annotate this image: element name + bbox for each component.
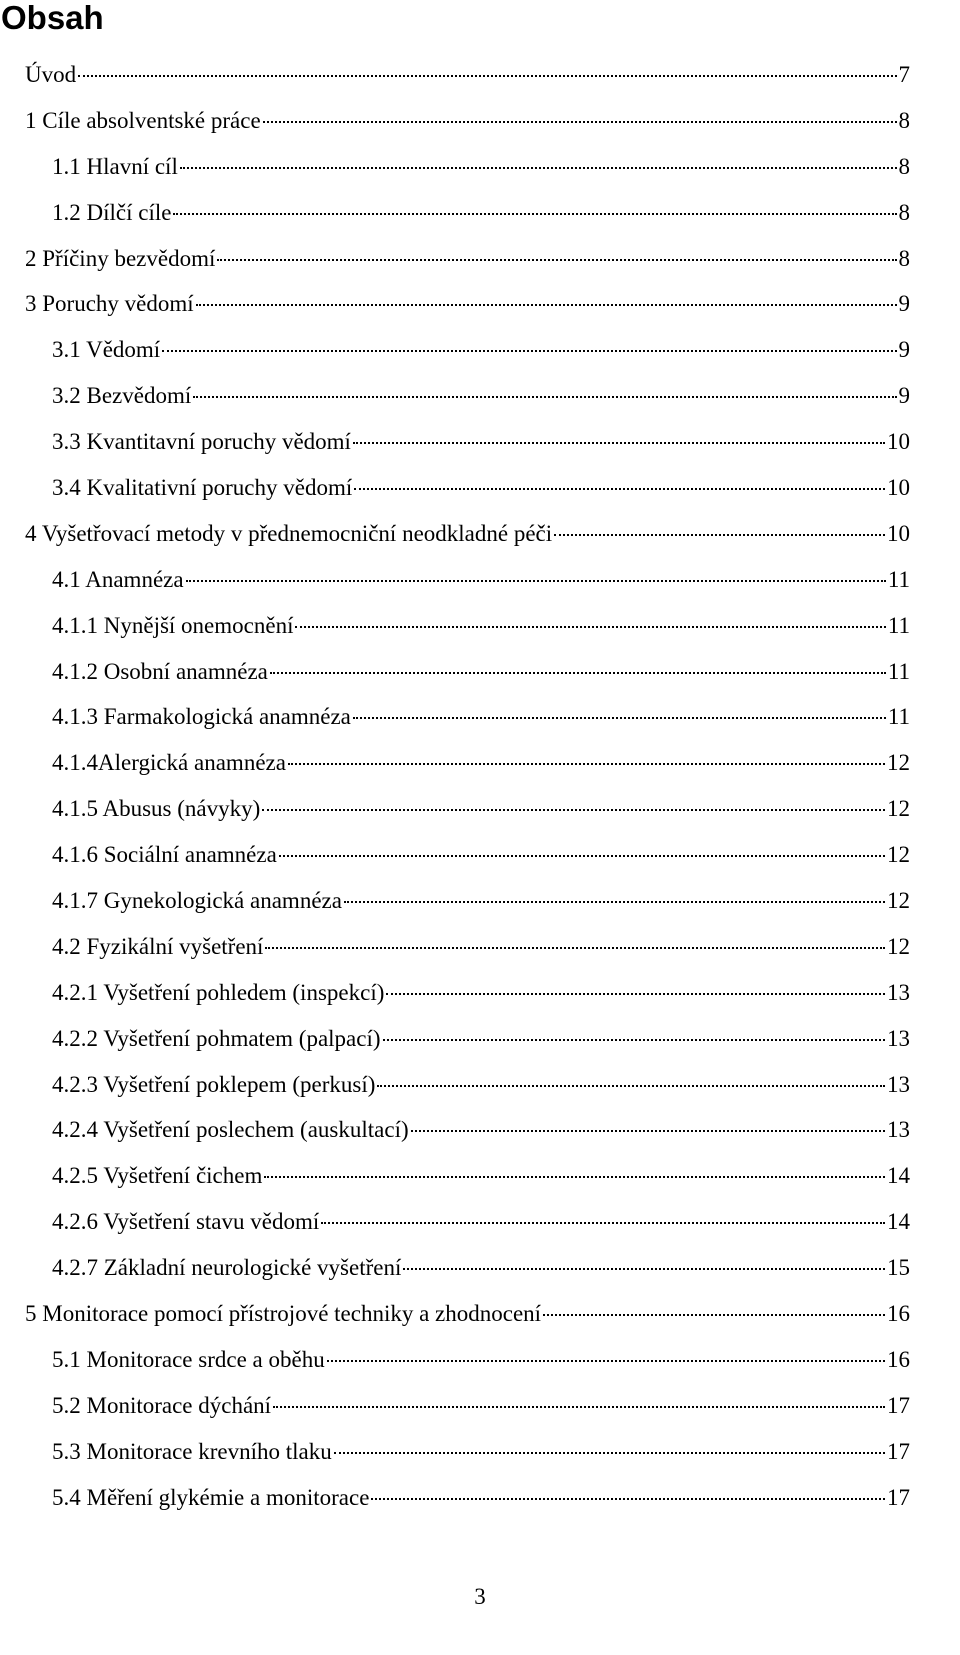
toc-entry-title: Úvod — [25, 62, 77, 87]
toc-entry-title: 4.2.7 Základní neurologické vyšetření — [52, 1255, 402, 1281]
dot-leader — [334, 1452, 885, 1454]
toc-entry[interactable] — [25, 1016, 910, 1062]
toc-entry-title: 4.2 Fyzikální vyšetření — [52, 933, 264, 959]
toc-entry[interactable] — [25, 190, 910, 236]
toc-entry-title: 1.1 Hlavní cíl — [52, 153, 178, 179]
toc-entry[interactable] — [25, 465, 910, 511]
toc-entry-title: 4.1.5 Abusus (návyky) — [52, 796, 261, 822]
dot-leader — [270, 672, 886, 674]
dot-leader — [295, 626, 885, 628]
toc-entry[interactable] — [25, 557, 910, 603]
toc-entry-page: 17 — [887, 1484, 910, 1510]
dot-leader — [196, 304, 897, 306]
dot-leader — [173, 213, 896, 215]
toc-entry-page: 9 — [898, 337, 910, 363]
toc-entry[interactable] — [25, 1383, 910, 1429]
toc-entry-title: 1 Cíle absolventské práce — [25, 107, 261, 133]
toc-heading: Obsah — [1, 0, 104, 36]
toc-entry-title: 3.2 Bezvědomí — [52, 383, 192, 409]
toc-entry-page: 8 — [898, 199, 910, 225]
dot-leader — [193, 396, 896, 398]
toc-entry-title: 5.2 Monitorace dýchání — [52, 1392, 272, 1418]
toc-entry-title: 4.2.4 Vyšetření poslechem (auskultací) — [52, 1117, 409, 1143]
toc-entry-page: 8 — [898, 107, 910, 133]
toc-entry[interactable] — [25, 970, 910, 1016]
toc-entry-title: 4.1.6 Sociální anamnéza — [52, 842, 277, 868]
toc-entry-page: 11 — [887, 658, 910, 684]
toc-entry-page: 12 — [887, 796, 910, 822]
toc-entry-title: 5 Monitorace pomocí přístrojové techniky a zhodnocení — [25, 1301, 542, 1327]
toc-entry[interactable] — [25, 419, 910, 465]
toc-entry[interactable] — [25, 52, 910, 98]
toc-entry-title: 4.2.6 Vyšetření stavu vědomí — [52, 1209, 320, 1235]
toc-entry[interactable] — [25, 649, 910, 695]
toc-entry-page: 7 — [898, 62, 910, 87]
toc-entry[interactable] — [25, 1245, 910, 1291]
toc-entry-page: 17 — [887, 1438, 910, 1464]
toc-entry-title: 4.1 Anamnéza — [52, 566, 184, 592]
toc-entry-title: 5.1 Monitorace srdce a oběhu — [52, 1346, 325, 1372]
toc-entry-title: 4.1.1 Nynější onemocnění — [52, 612, 294, 638]
toc-entry-page: 12 — [887, 888, 910, 914]
dot-leader — [263, 121, 897, 123]
toc-entry[interactable] — [25, 1475, 910, 1521]
dot-leader — [354, 488, 885, 490]
dot-leader — [377, 1085, 885, 1087]
toc-entry-page: 11 — [887, 612, 910, 638]
dot-leader — [217, 259, 896, 261]
toc-entry-page: 13 — [887, 979, 910, 1005]
toc-entry-title: 4.1.7 Gynekologická anamnéza — [52, 888, 342, 914]
table-of-contents — [25, 52, 910, 1521]
toc-entry-title: 4.2.3 Vyšetření poklepem (perkusí) — [52, 1071, 376, 1097]
toc-entry[interactable] — [25, 1429, 910, 1475]
toc-entry[interactable] — [25, 603, 910, 649]
toc-entry-page: 16 — [887, 1346, 910, 1372]
toc-entry-title: 1.2 Dílčí cíle — [52, 199, 172, 225]
toc-entry[interactable] — [25, 878, 910, 924]
dot-leader — [186, 580, 886, 582]
toc-entry-title: 4.2.1 Vyšetření pohledem (inspekcí) — [52, 979, 385, 1005]
toc-entry-page: 10 — [887, 429, 910, 455]
toc-entry-page: 16 — [887, 1301, 910, 1327]
toc-entry-page: 11 — [887, 704, 910, 730]
dot-leader — [386, 993, 885, 995]
toc-entry[interactable] — [25, 281, 910, 327]
dot-leader — [162, 350, 896, 352]
dot-leader — [543, 1314, 885, 1316]
toc-entry-page: 13 — [887, 1117, 910, 1143]
toc-entry-page: 12 — [887, 750, 910, 776]
toc-entry[interactable] — [25, 98, 910, 144]
toc-entry-title: 3.1 Vědomí — [52, 337, 161, 363]
toc-entry-page: 9 — [898, 383, 910, 409]
toc-entry[interactable] — [25, 1062, 910, 1108]
toc-entry[interactable] — [25, 786, 910, 832]
dot-leader — [554, 534, 885, 536]
toc-entry-page: 10 — [887, 475, 910, 501]
dot-leader — [78, 75, 896, 77]
dot-leader — [371, 1498, 885, 1500]
toc-entry[interactable] — [25, 924, 910, 970]
toc-entry-title: 4.2.5 Vyšetření čichem — [52, 1163, 263, 1189]
toc-entry-title: 5.3 Monitorace krevního tlaku — [52, 1438, 332, 1464]
toc-entry-page: 15 — [887, 1255, 910, 1281]
dot-leader — [383, 1039, 885, 1041]
dot-leader — [279, 855, 885, 857]
dot-leader — [353, 717, 886, 719]
dot-leader — [403, 1268, 885, 1270]
toc-entry-page: 17 — [887, 1392, 910, 1418]
toc-entry-page: 14 — [887, 1209, 910, 1235]
dot-leader — [264, 1176, 885, 1178]
toc-entry[interactable] — [25, 327, 910, 373]
toc-entry-page: 13 — [887, 1025, 910, 1051]
toc-entry-page: 12 — [887, 842, 910, 868]
toc-entry-title: 4.1.3 Farmakologická anamnéza — [52, 704, 351, 730]
toc-entry-title: 4.1.2 Osobní anamnéza — [52, 658, 268, 684]
toc-entry[interactable] — [25, 694, 910, 740]
toc-entry-page: 14 — [887, 1163, 910, 1189]
toc-entry-page: 11 — [887, 566, 910, 592]
toc-entry-page: 13 — [887, 1071, 910, 1097]
dot-leader — [265, 947, 885, 949]
toc-entry-title: 4.2.2 Vyšetření pohmatem (palpací) — [52, 1025, 381, 1051]
toc-entry-title: 5.4 Měření glykémie a monitorace — [52, 1484, 370, 1510]
toc-entry[interactable] — [25, 236, 910, 282]
toc-entry-page: 12 — [887, 933, 910, 959]
toc-entry[interactable] — [25, 1199, 910, 1245]
toc-entry-page: 10 — [887, 520, 910, 546]
page-number: 3 — [474, 1584, 486, 1609]
dot-leader — [344, 901, 885, 903]
dot-leader — [321, 1222, 885, 1224]
toc-entry-page: 8 — [898, 245, 910, 271]
toc-entry[interactable] — [25, 373, 910, 419]
toc-entry-title: 3 Poruchy vědomí — [25, 291, 194, 317]
dot-leader — [353, 442, 885, 444]
toc-entry-page: 8 — [898, 153, 910, 179]
dot-leader — [273, 1406, 885, 1408]
toc-entry[interactable] — [25, 511, 910, 557]
dot-leader — [262, 809, 885, 811]
dot-leader — [288, 763, 885, 765]
toc-entry[interactable] — [25, 1153, 910, 1199]
toc-entry[interactable] — [25, 1337, 910, 1383]
dot-leader — [327, 1360, 885, 1362]
toc-entry-title: 3.4 Kvalitativní poruchy vědomí — [52, 475, 353, 501]
toc-entry[interactable] — [25, 1291, 910, 1337]
toc-entry-title: 4.1.4Alergická anamnéza — [52, 750, 286, 776]
toc-entry-title: 3.3 Kvantitavní poruchy vědomí — [52, 429, 351, 455]
toc-entry-title: 4 Vyšetřovací metody v přednemocniční neodkladné péči — [25, 520, 553, 546]
dot-leader — [411, 1130, 885, 1132]
toc-entry[interactable] — [25, 740, 910, 786]
toc-entry-page: 9 — [898, 291, 910, 317]
toc-entry[interactable] — [25, 832, 910, 878]
toc-entry-title: 2 Příčiny bezvědomí — [25, 245, 216, 271]
dot-leader — [180, 167, 897, 169]
toc-entry[interactable] — [25, 1107, 910, 1153]
toc-entry[interactable] — [25, 144, 910, 190]
